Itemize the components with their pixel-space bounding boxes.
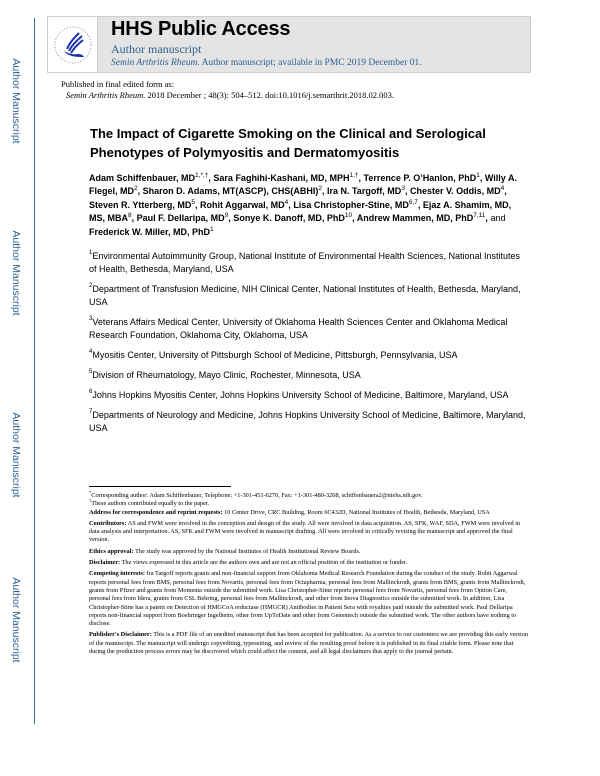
author: Willy A. Flegel, $MD^2$ — [89, 173, 517, 197]
citation-journal: Semin Arthritis Rheum. — [66, 90, 146, 100]
citation: Semin Arthritis Rheum. 2018 December ; 48(3): 504–512. doi:10.1016/j.semarthrit.2018.02.003. — [66, 90, 395, 100]
author: Andrew Mammen, MD, PhD$^{7,11}$ — [356, 212, 486, 224]
footnote-equal-contribution: †These authors contributed equally to the paper. — [89, 498, 210, 508]
footnote-contributors: Contributors: AS and FWM were involved in the conception and design of the study. All were involved in data acquisition. AS, SFK, WAF, SDA, FWM were involved in data analysis and interpretation. AS, SFK and FWM were involved in manuscript drafting. All were involved in critically revising the manuscript and approved the final version. — [89, 519, 521, 544]
author-conjunction: and — [490, 213, 506, 224]
footnote-address: Address for correspondence and reprint requests: 10 Center Drive, CRC Building, Room 6C432D, National Institutes of Health, Bethesda, Maryland, USA — [89, 508, 490, 516]
footnote-ethics: Ethics approval: The study was approved by the National Institutes of Health Institutional Review Boards. — [89, 547, 361, 555]
author: Ejaz A. Shamim, MD, MS, MBA$^8$ — [89, 199, 512, 224]
hhs-eagle-logo-icon — [48, 17, 98, 72]
author: Terrence P. O’Hanlon, PhD$^1$ — [363, 172, 480, 183]
sidebar-label: Author Manuscript — [10, 58, 22, 144]
author: Frederick W. Miller, MD, PhD$^1$ — [89, 225, 214, 237]
sidebar-label: Author Manuscript — [10, 577, 22, 663]
footnote-corresponding: *Corresponding author: Adam Schiffenbauer, Telephone: +1-301-451-6270, Fax: +1-301-480-3208, schiffenbauera2@niehs.nih.gov. — [89, 489, 423, 499]
footnote-competing-interests: Competing interests: Ira Targoff reports grants and non-financial support from Oklahoma Medical Research Foundation during the conduct of the study. Rohit Aggarwal reports personal fees from BMS, personal fees from Novartis, personal fees from Octapharma, personal fees from Mallinckrodt, grants from BMS, grants from Mallinckrodt, grants from Pfizer and grants from Momenta outside the submitted work. Lisa Christopher-Stine reports personal fees from Novartis, personal fees from Option Care, personal fees from Idera, grants from CSL Behring, personal fees from Mallinckrodt, and other from Inova Diagnostics outside the submitted work. In addition, Lisa Christopher-Stine has a patent on Detection of HMGCoA reductase (HMGCR) Antibodies in Patient Sera with royalties paid outside the submitted work. Paul Dellaripa reports non-financial support from Boehringer Ingelheim, other from UpToDate and other from Genentech outside the submitted work. The other authors have nothing to disclose. — [89, 570, 526, 628]
affiliation: $^6$Johns Hopkins Myositis Center, Johns Hopkins University School of Medicine, Baltimore, Maryland, USA — [89, 389, 509, 400]
affiliation: $^2$Department of Transfusion Medicine, NIH Clinical Center, National Institutes of Health, Bethesda, Maryland, USA — [89, 283, 521, 307]
footnote-disclaimer: Disclaimer: The views expressed in this article are the authors own and are not an official position of the institution or funder. — [89, 559, 408, 567]
footnote-publisher-disclaimer: Publisher's Disclaimer: This is a PDF file of an unedited manuscript that has been accepted for publication. As a service to our customers we are providing this early version of the manuscript. The manuscript will undergo copyediting, typesetting, and review of the resulting proof before it is published in its final citable form. Please note that during the production process errors may be discovered which could affect the content, and all legal disclaimers that apply to the journal pertain. — [89, 631, 528, 656]
article-title: The Impact of Cigarette Smoking on the Clinical and Serological Phenotypes of Polymyositis and Dermatomyositis — [90, 126, 486, 160]
author: Sonye K. Danoff, MD, PhD$^{10}$ — [233, 212, 353, 224]
journal-name: Semin Arthritis Rheum. — [111, 58, 200, 68]
sidebar-label: Author Manuscript — [10, 412, 22, 498]
author: Adam Schiffenbauer, $MD^{1,*,\dagger}$ — [89, 172, 209, 183]
affiliation: $^4$Myositis Center, University of Pittsburgh School of Medicine, Pittsburgh, Pennsylvania, USA — [89, 349, 458, 360]
hhs-title: HHS Public Access — [111, 18, 291, 40]
footnotes — [89, 489, 529, 659]
author: Rohit Aggarwal, $MD^4$ — [200, 198, 289, 210]
author: Chester V. Oddis, $MD^4$ — [409, 185, 505, 197]
sidebar-rule-top — [34, 18, 35, 340]
hhs-header — [47, 16, 531, 73]
author: Ira N. Targoff, $MD^3$ — [326, 185, 405, 197]
hhs-availability: Semin Arthritis Rheum. Author manuscript; available in PMC 2019 December 01. — [111, 58, 422, 68]
hhs-subtitle: Author manuscript — [111, 42, 202, 56]
author: Steven R. Ytterberg, $MD^5$ — [89, 198, 195, 210]
sidebar-label: Author Manuscript — [10, 230, 22, 316]
affiliation-list — [89, 250, 529, 442]
affiliation: $^3$Veterans Affairs Medical Center, University of Oklahoma Health Sciences Center and Oklahoma Medical Research Foundation, Oklahoma City, Oklahoma, USA — [89, 316, 508, 340]
sidebar-rule-bottom — [34, 340, 35, 724]
affiliation: $^7$Departments of Neurology and Medicine, Johns Hopkins University School of Medicine, Baltimore, Maryland, USA — [89, 409, 526, 433]
footnote-divider — [89, 486, 231, 487]
author: Paul F. Dellaripa, $MD^9$ — [136, 212, 229, 224]
author: Sharon D. Adams, MT(ASCP), CHS(ABHI)$^2$ — [142, 185, 322, 197]
published-label: Published in final edited form as: — [61, 79, 175, 89]
author: Sara Faghihi-Kashani, MD, $MPH^{1,\dagger}$ — [213, 172, 359, 183]
author-list: Adam Schiffenbauer, $MD^{1,*,\dagger}$, Sara Faghihi-Kashani, MD, $MPH^{1,\dagger}$, Terrence P. O’Hanlon, PhD$^1$, Willy A. Flegel, $MD^2$, Sharon D. Adams, MT(ASCP), CHS(ABHI)$^2$, Ira N. Targoff, $MD^3$, Chester V. Oddis, $MD^4$, Steven R. Ytterberg, $MD^5$, Rohit Aggarwal, $MD^4$, Lisa Christopher-Stine, MD$^{6,7}$, Ejaz A. Shamim, MD, MS, MBA$^8$, Paul F. Dellaripa, $MD^9$, Sonye K. Danoff, MD, PhD$^{10}$, Andrew Mammen, MD, PhD$^{7,11}$, and Frederick W. Miller, MD, PhD$^1$ — [89, 172, 517, 237]
affiliation: $^5$Division of Rheumatology, Mayo Clinic, Rochester, Minnesota, USA — [89, 369, 361, 380]
affiliation: $^1$Environmental Autoimmunity Group, National Institute of Environmental Health Sciences, National Institutes of Health, Bethesda, Maryland, USA — [89, 250, 521, 274]
author: Lisa Christopher-Stine, MD$^{6,7}$ — [293, 198, 418, 210]
